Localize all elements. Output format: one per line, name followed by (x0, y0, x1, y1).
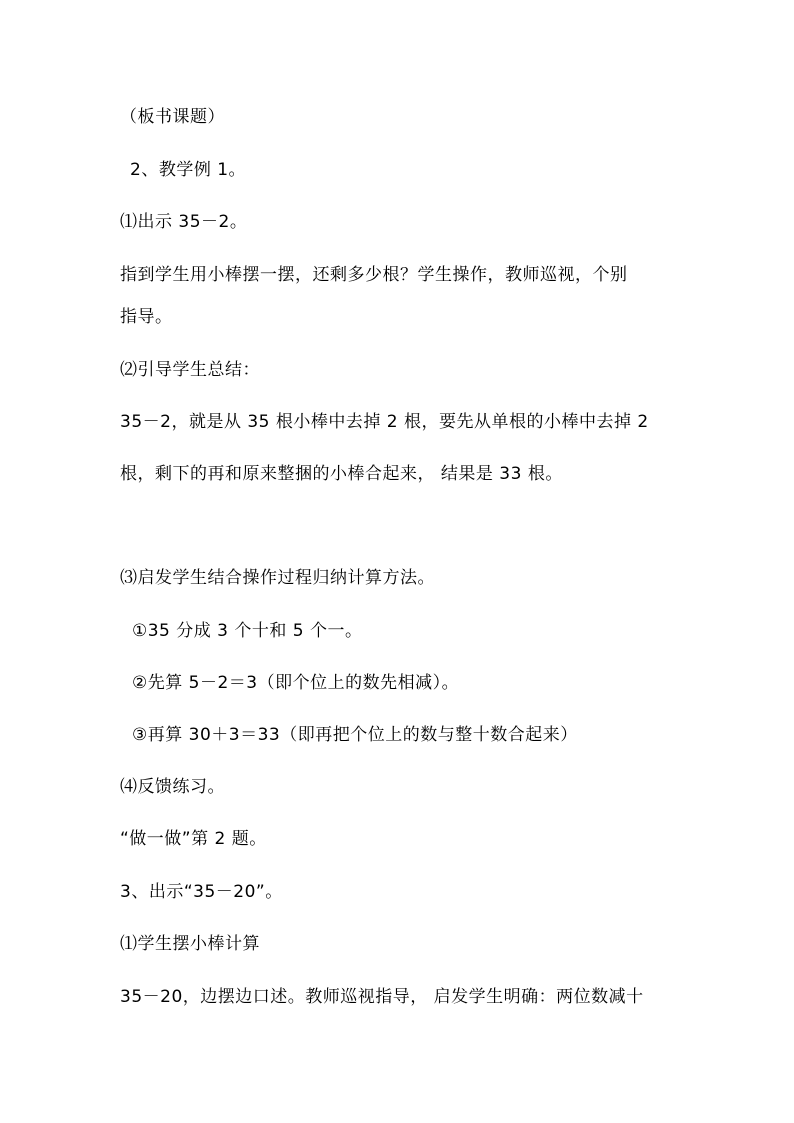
section-3-heading: 3、出示“35－20”。 (120, 882, 283, 902)
step-2-summary: ⑵引导学生总结： (120, 360, 260, 380)
paragraph-line: 根，剩下的再和原来整捆的小棒合起来， 结果是 33 根。 (120, 464, 563, 484)
step-3-method: ⑶启发学生结合操作过程归纳计算方法。 (120, 568, 435, 588)
step-1-sticks: ⑴学生摆小棒计算 (120, 934, 260, 954)
paragraph-line: 指到学生用小棒摆一摆，还剩多少根？学生操作，教师巡视，个别 (120, 265, 628, 285)
exercise-note: “做一做”第 2 题。 (120, 829, 267, 849)
step-4-feedback: ⑷反馈练习。 (120, 777, 225, 797)
paragraph-line: 35－20，边摆边口述。教师巡视指导， 启发学生明确：两位数减十 (120, 987, 644, 1007)
paragraph-line: 35－2，就是从 35 根小棒中去掉 2 根，要先从单根的小棒中去掉 2 (120, 412, 649, 432)
method-item-3: ③再算 30＋3＝33（即再把个位上的数与整十数合起来） (132, 725, 578, 745)
method-item-2: ②先算 5－2＝3（即个位上的数先相减）。 (132, 673, 460, 693)
section-2-heading: 2、教学例 1。 (130, 160, 247, 180)
method-item-1: ①35 分成 3 个十和 5 个一。 (132, 621, 363, 641)
step-1-show: ⑴出示 35－2。 (120, 212, 248, 232)
paragraph-line: 指导。 (120, 307, 173, 327)
board-title-note: （板书课题） (120, 107, 225, 127)
